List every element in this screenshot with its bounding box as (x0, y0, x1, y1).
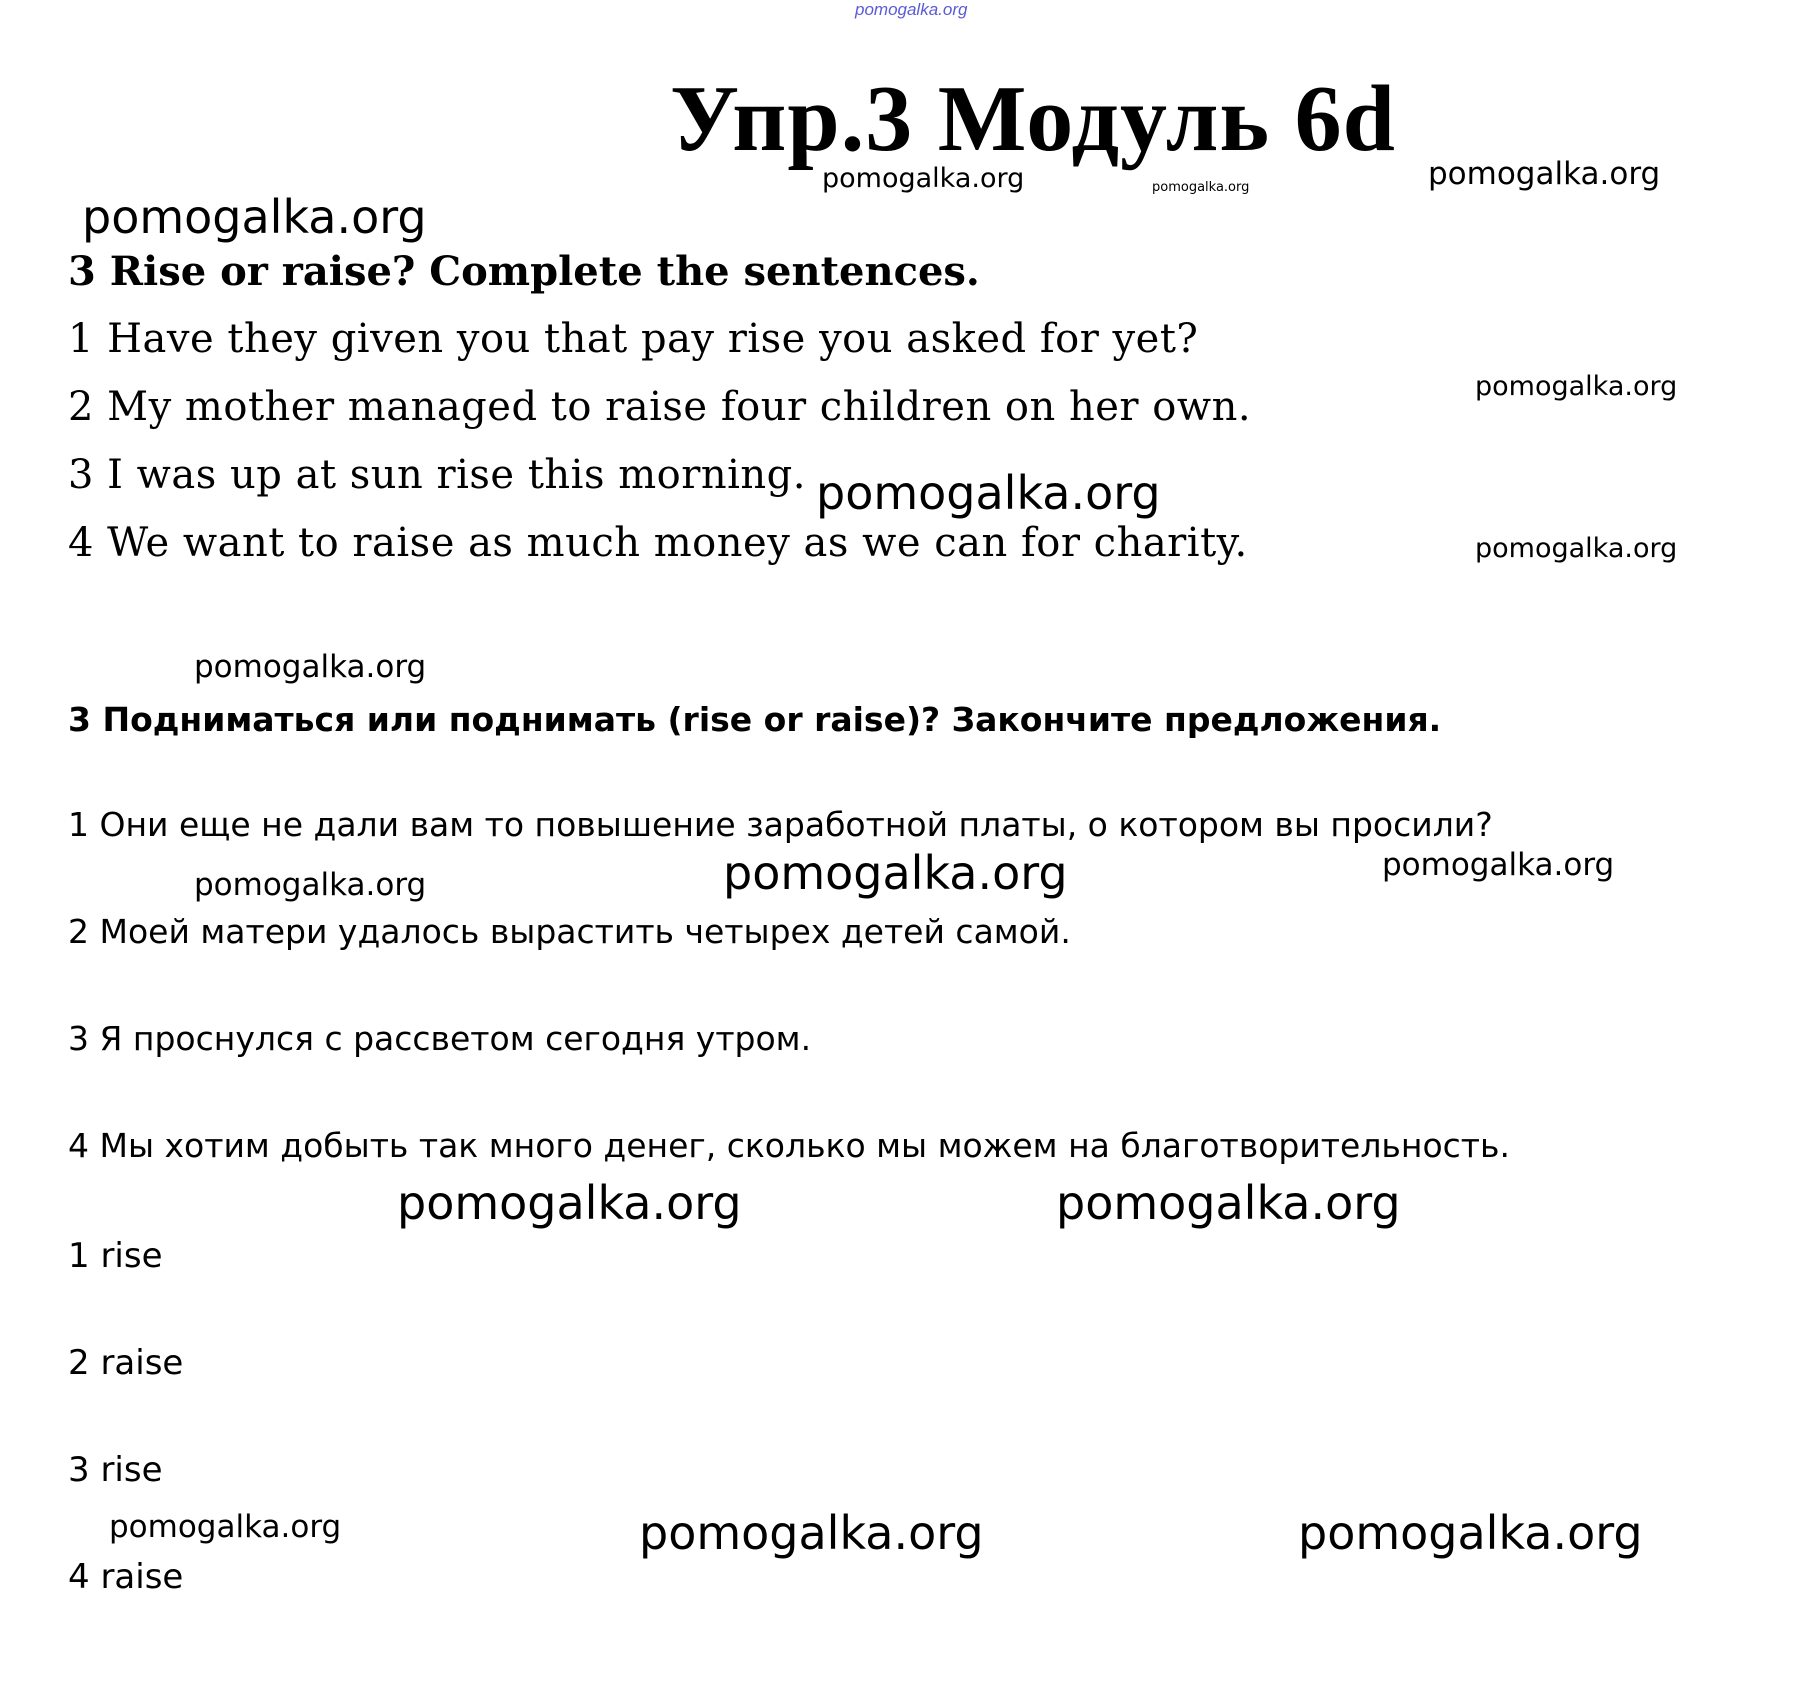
watermark-text: pomogalka.org (1056, 1176, 1401, 1230)
watermark-text: pomogalka.org (639, 1506, 984, 1560)
sentence-en-3: 3 I was up at sun rise this morning. (68, 452, 806, 498)
sentence-ru-1: 1 Они еще не дали вам то повышение заработной платы, о котором вы просили? (68, 805, 1493, 844)
watermark-text: pomogalka.org (194, 649, 427, 685)
sentence-ru-3: 3 Я проснулся с рассветом сегодня утром. (68, 1019, 812, 1058)
sentence-ru-4: 4 Мы хотим добыть так много денег, сколько мы можем на благотворительность. (68, 1126, 1510, 1165)
watermark-text: pomogalka.org (194, 867, 427, 903)
top-watermark: pomogalka.org (855, 0, 968, 19)
watermark-text: pomogalka.org (1152, 180, 1250, 195)
answer-2: 2 raise (68, 1343, 184, 1383)
watermark-text: pomogalka.org (822, 163, 1025, 194)
answer-3: 3 rise (68, 1450, 163, 1490)
watermark-text: pomogalka.org (82, 190, 427, 244)
page-title: Упр.3 Модуль 6d (670, 67, 1396, 171)
watermark-text: pomogalka.org (1428, 156, 1661, 192)
task-heading-en: 3 Rise or raise? Complete the sentences. (68, 248, 980, 295)
sentence-en-1: 1 Have they given you that pay rise you asked for yet? (68, 316, 1199, 362)
watermark-text: pomogalka.org (397, 1176, 742, 1230)
watermark-text: pomogalka.org (1475, 533, 1678, 564)
sentence-en-4: 4 We want to raise as much money as we can for charity. (68, 520, 1248, 566)
watermark-text: pomogalka.org (1298, 1506, 1643, 1560)
task-heading-ru: 3 Подниматься или поднимать (rise or raise)? Закончите предложения. (68, 700, 1442, 739)
watermark-text: pomogalka.org (1382, 847, 1615, 883)
watermark-text: pomogalka.org (109, 1509, 342, 1545)
sentence-en-2: 2 My mother managed to raise four children on her own. (68, 384, 1252, 430)
watermark-text: pomogalka.org (1475, 371, 1678, 402)
answer-4: 4 raise (68, 1557, 184, 1597)
sentence-ru-2: 2 Моей матери удалось вырастить четырех детей самой. (68, 912, 1071, 951)
watermark-text: pomogalka.org (816, 466, 1161, 520)
watermark-text: pomogalka.org (723, 846, 1068, 900)
answer-1: 1 rise (68, 1236, 163, 1276)
